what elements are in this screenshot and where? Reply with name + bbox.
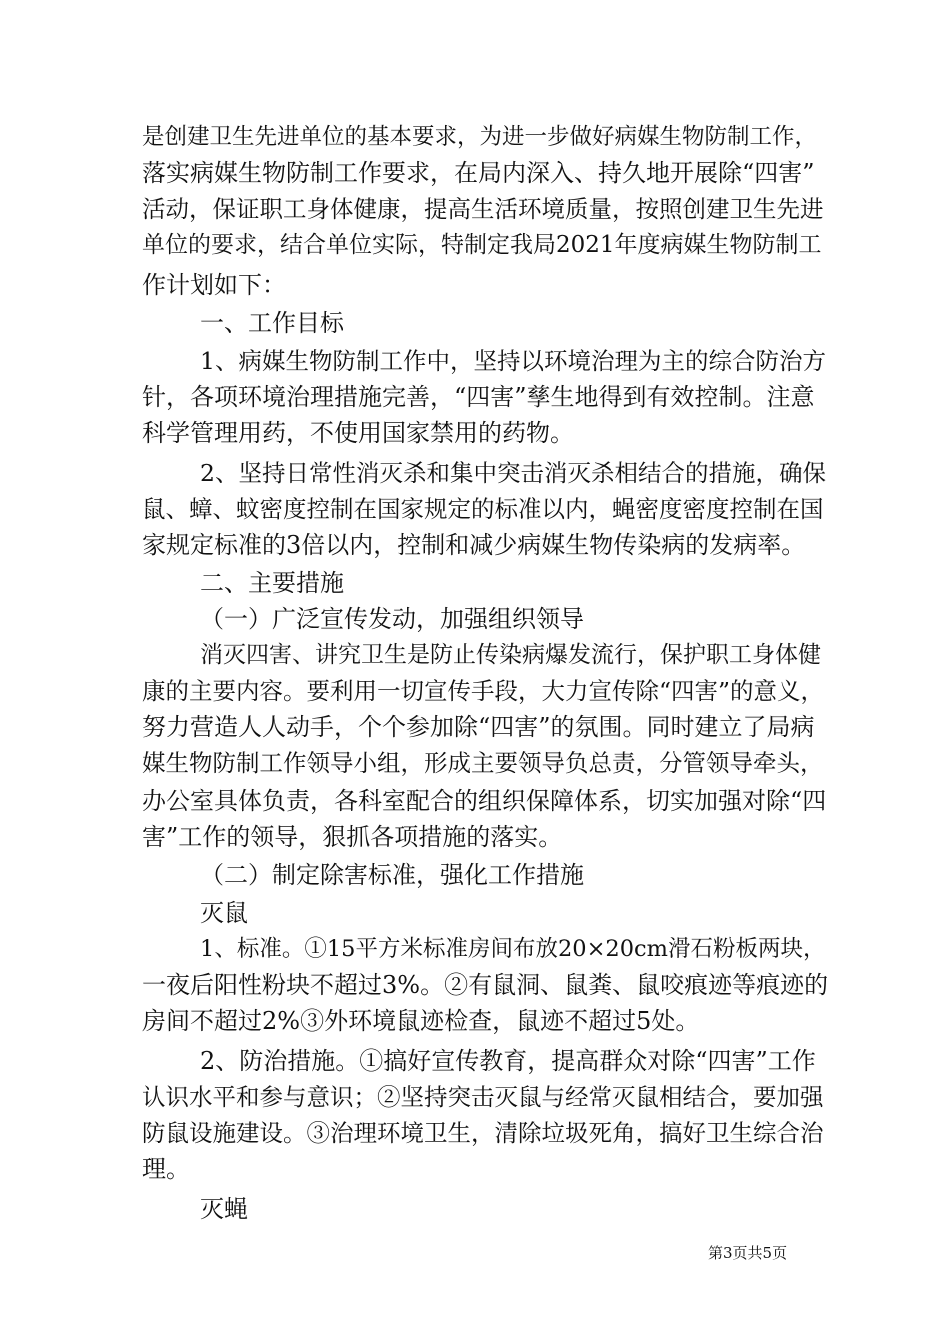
topic-heading: 灭蝇 xyxy=(200,1195,248,1223)
body-line: 落实病媒生物防制工作要求，在局内深入、持久地开展除“四害” xyxy=(142,159,815,187)
body-line: 努力营造人人动手，个个参加除“四害”的氛围。同时建立了局病 xyxy=(142,713,815,741)
body-line: 办公室具体负责，各科室配合的组织保障体系，切实加强对除“四 xyxy=(142,787,827,815)
body-line: 防鼠设施建设。③治理环境卫生，清除垃圾死角，搞好卫生综合治 xyxy=(142,1119,824,1147)
body-line: 作计划如下： xyxy=(142,271,286,299)
body-line: 媒生物防制工作领导小组，形成主要领导负总责，分管领导牵头， xyxy=(142,749,824,777)
body-line: 1、标准。①15平方米标准房间布放20×20cm滑石粉板两块， xyxy=(200,936,826,962)
body-line: 房间不超过2%③外环境鼠迹检查，鼠迹不超过5处。 xyxy=(142,1007,700,1035)
body-line: 活动，保证职工身体健康，提高生活环境质量，按照创建卫生先进 xyxy=(142,195,824,223)
subsection-heading: （一）广泛宣传发动，加强组织领导 xyxy=(200,605,584,633)
body-line: 认识水平和参与意识；②坚持突击灭鼠与经常灭鼠相结合，要加强 xyxy=(142,1083,824,1111)
page-number: 第3页共5页 xyxy=(708,1244,788,1262)
body-line: 2、防治措施。①搞好宣传教育，提高群众对除“四害”工作 xyxy=(200,1047,816,1075)
body-line: 是创建卫生先进单位的基本要求，为进一步做好病媒生物防制工作， xyxy=(142,124,818,150)
body-line: 理。 xyxy=(142,1155,190,1183)
body-line: 一夜后阳性粉块不超过3%。②有鼠洞、鼠粪、鼠咬痕迹等痕迹的 xyxy=(142,971,829,999)
body-line: 鼠、蟑、蚊密度控制在国家规定的标准以内，蝇密度密度控制在国 xyxy=(142,495,824,523)
body-line: 康的主要内容。要利用一切宣传手段，大力宣传除“四害”的意义， xyxy=(142,677,825,705)
section-heading: 二、主要措施 xyxy=(200,569,344,597)
body-line: 1、病媒生物防制工作中，坚持以环境治理为主的综合防治方 xyxy=(200,347,826,375)
body-line: 家规定标准的3倍以内，控制和减少病媒生物传染病的发病率。 xyxy=(142,531,806,559)
body-line: 消灭四害、讲究卫生是防止传染病爆发流行，保护职工身体健 xyxy=(200,642,821,668)
body-line: 科学管理用药，不使用国家禁用的药物。 xyxy=(142,419,574,447)
subsection-heading: （二）制定除害标准，强化工作措施 xyxy=(200,861,584,889)
section-heading: 一、工作目标 xyxy=(200,309,344,337)
topic-heading: 灭鼠 xyxy=(200,899,248,927)
body-line: 单位的要求，结合单位实际，特制定我局2021年度病媒生物防制工 xyxy=(142,232,822,258)
body-line: 害”工作的领导，狠抓各项措施的落实。 xyxy=(142,823,563,851)
body-line: 2、坚持日常性消灭杀和集中突击消灭杀相结合的措施，确保 xyxy=(200,459,826,487)
body-line: 针，各项环境治理措施完善，“四害”孳生地得到有效控制。注意 xyxy=(142,383,815,411)
